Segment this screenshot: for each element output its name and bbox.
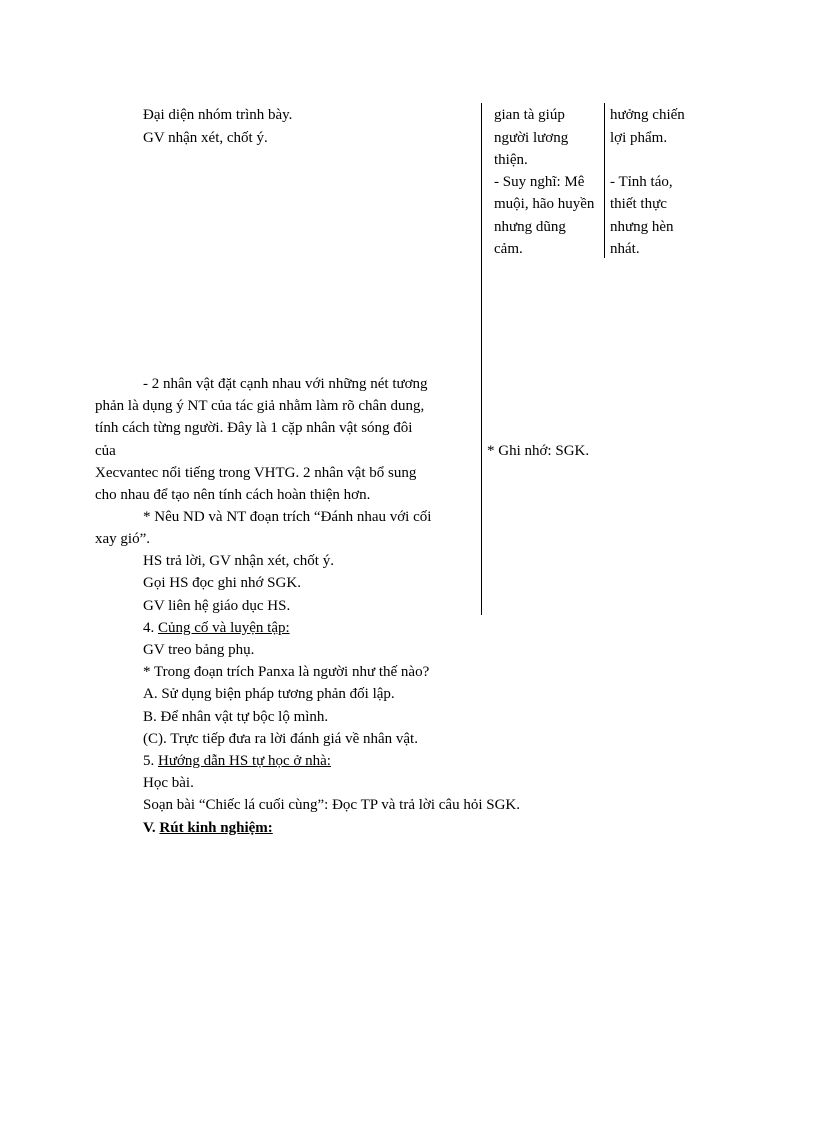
section-4-title: Củng cố và luyện tập: — [158, 620, 290, 636]
table-col2-line: nhưng hèn — [610, 219, 674, 235]
paragraph-line: GV liên hệ giáo dục HS. — [143, 598, 291, 614]
section-5-number: 5. — [143, 753, 158, 769]
table-col2-line: - Tỉnh táo, — [610, 174, 673, 190]
paragraph-line: Xecvantec nổi tiếng trong VHTG. 2 nhân vật bổ sung — [95, 465, 417, 481]
table-col1-line: người lương — [494, 130, 569, 146]
paragraph-line: xay gió”. — [95, 531, 150, 547]
table-divider-left — [481, 103, 482, 615]
table-col2-line: hưởng chiến — [610, 107, 685, 123]
table-col1-line: cảm. — [494, 241, 523, 257]
table-col1-line: thiện. — [494, 152, 528, 168]
paragraph-line: * Nêu ND và NT đoạn trích “Đánh nhau với cối — [143, 509, 432, 525]
table-col2-line: thiết thực — [610, 196, 667, 212]
table-col1-line: - Suy nghĩ: Mê — [494, 174, 585, 190]
ghi-nho-note: * Ghi nhớ: SGK. — [487, 443, 590, 459]
paragraph-line: Gọi HS đọc ghi nhớ SGK. — [143, 575, 301, 591]
table-col2-line: lợi phẩm. — [610, 130, 668, 146]
section-4-line: GV treo bảng phụ. — [143, 642, 255, 658]
section-4-heading — [143, 617, 290, 639]
section-5-heading — [143, 750, 331, 772]
left-top-line-2: GV nhận xét, chốt ý. — [143, 130, 268, 146]
table-col2-line: nhát. — [610, 241, 640, 257]
section-5-line: Học bài. — [143, 775, 194, 791]
section-5-title: Hướng dẫn HS tự học ở nhà: — [158, 753, 331, 769]
section-v-number: V. — [143, 820, 160, 836]
table-divider-middle — [604, 103, 605, 258]
section-5-line: Soạn bài “Chiếc lá cuối cùng”: Đọc TP và trả lời câu hỏi SGK. — [143, 797, 521, 813]
table-col1-line: nhưng dũng — [494, 219, 566, 235]
section-4-line: A. Sử dụng biện pháp tương phản đối lập. — [143, 686, 395, 702]
section-v-heading — [143, 817, 273, 839]
left-top-line-1: Đại diện nhóm trình bày. — [143, 107, 293, 123]
section-v-title: Rút kinh nghiệm: — [159, 820, 273, 836]
paragraph-line: - 2 nhân vật đặt cạnh nhau với những nét tương — [143, 376, 428, 392]
paragraph-line: tính cách từng người. Đây là 1 cặp nhân vật sóng đôi — [95, 420, 413, 436]
paragraph-line: phản là dụng ý NT của tác giả nhằm làm rõ chân dung, — [95, 398, 425, 414]
paragraph-line: của — [95, 443, 116, 459]
paragraph-line: HS trả lời, GV nhận xét, chốt ý. — [143, 553, 334, 569]
section-4-number: 4. — [143, 620, 158, 636]
section-4-line: * Trong đoạn trích Panxa là người như thế nào? — [143, 664, 430, 680]
section-4-line: B. Để nhân vật tự bộc lộ mình. — [143, 709, 329, 725]
table-col1-line: gian tà giúp — [494, 107, 565, 123]
section-4-line: (C). Trực tiếp đưa ra lời đánh giá về nhân vật. — [143, 731, 418, 747]
paragraph-line: cho nhau để tạo nên tính cách hoàn thiện hơn. — [95, 487, 371, 503]
table-col1-line: muội, hão huyền — [494, 196, 595, 212]
